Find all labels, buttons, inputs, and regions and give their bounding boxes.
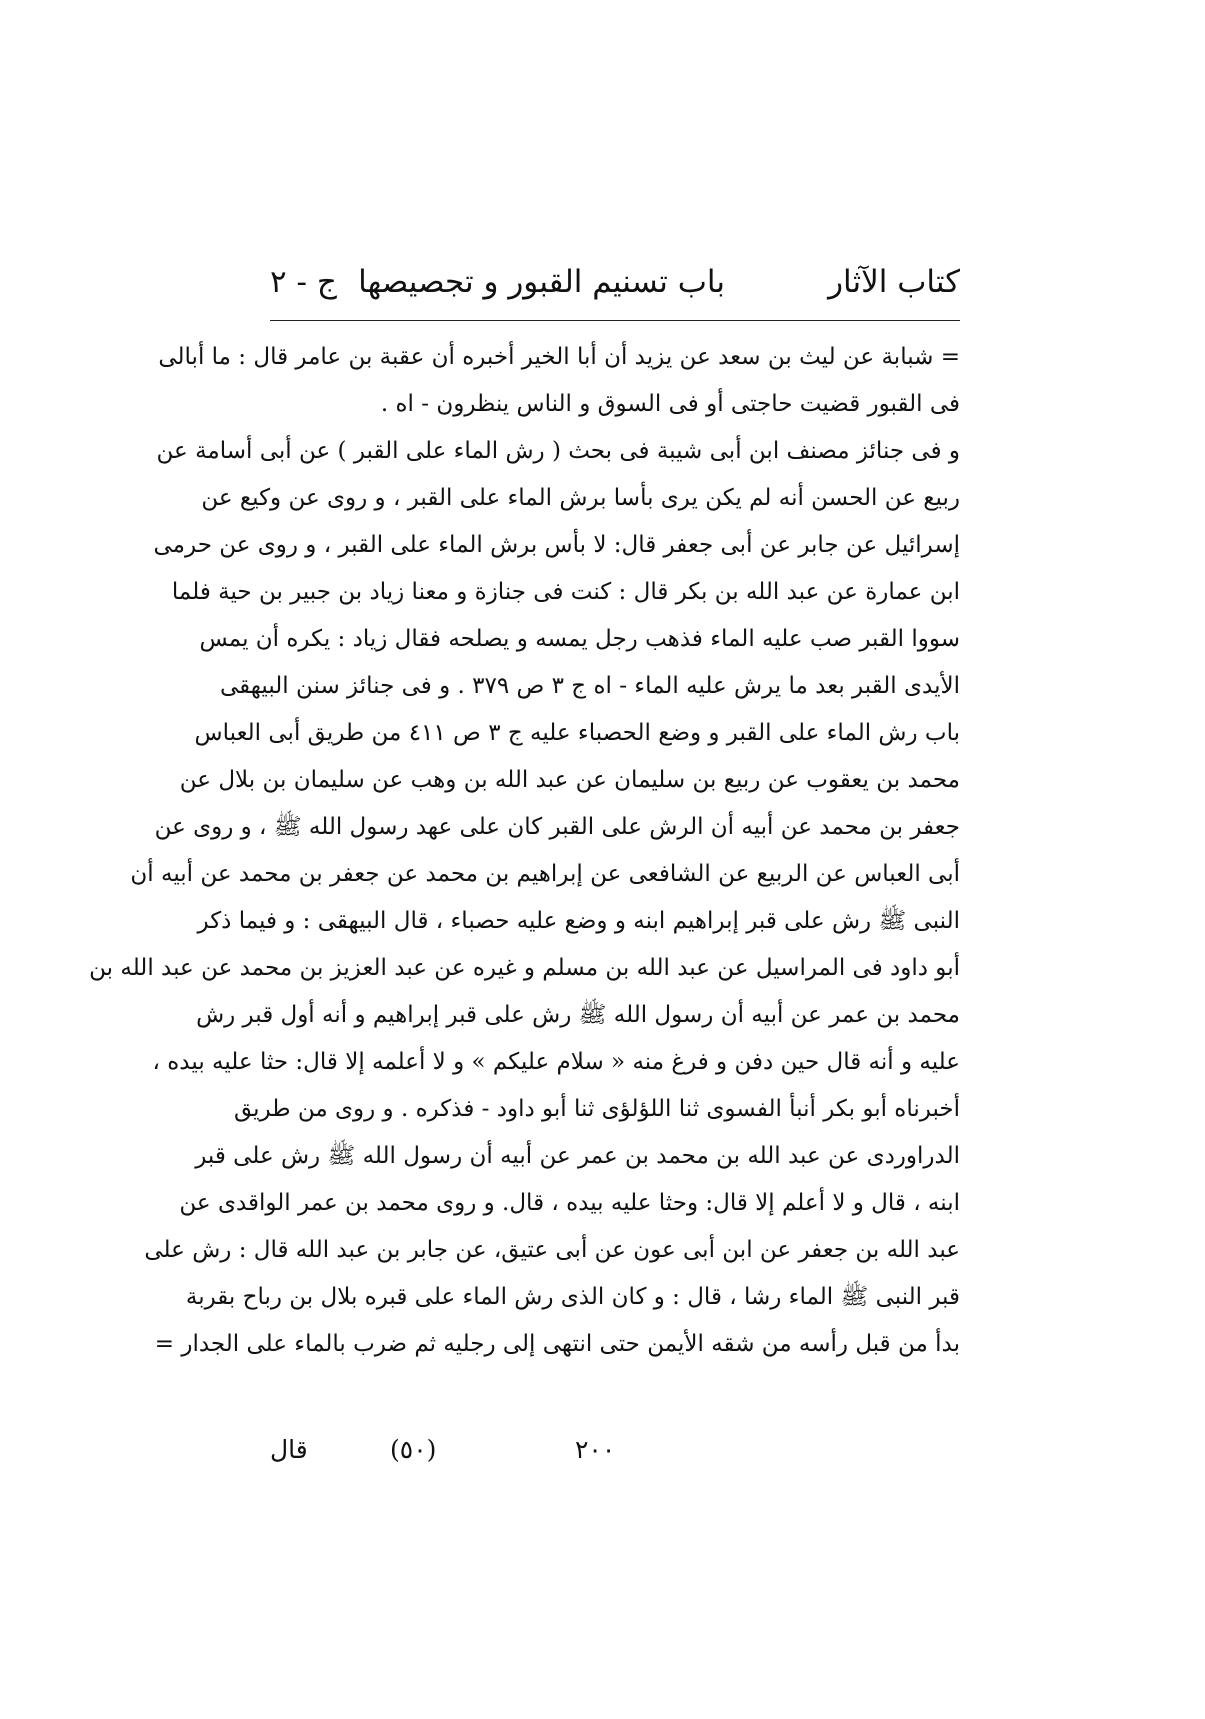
page-header	[270, 262, 960, 310]
text-line: أبى العباس عن الربيع عن الشافعى عن إبراهيم بن محمد عن جعفر بن محمد عن أبيه أن	[130, 861, 960, 887]
text-line: = شبابة عن ليث بن سعد عن يزيد أن أبا الخير أخبره أن عقبة بن عامر قال : ما أبالى	[158, 344, 960, 370]
text-line: النبى ﷺ رش على قبر إبراهيم ابنه و وضع عليه حصباء ، قال البيهقى : و فيما ذكر	[197, 908, 960, 934]
text-line: أبو داود فى المراسيل عن عبد الله بن مسلم و غيره عن عبد العزيز بن محمد عن عبد الله بن	[89, 955, 960, 981]
text-line: باب رش الماء على القبر و وضع الحصباء عليه ج ٣ ص ٤١١ من طريق أبى العباس	[194, 720, 960, 746]
text-line: ابنه ، قال و لا أعلم إلا قال: وحثا عليه بيده ، قال. و روى محمد بن عمر الواقدى عن	[179, 1190, 960, 1216]
volume-number: ج - ٢	[270, 264, 337, 300]
text-line: أخبرناه أبو بكر أنبأ الفسوى ثنا اللؤلؤى ثنا أبو داود - فذكره . و روى من طريق	[233, 1096, 960, 1122]
chapter-title: باب تسنيم القبور و تجصيصها	[358, 264, 725, 300]
page-number: ٢٠٠	[575, 1435, 616, 1464]
text-line: الدراوردى عن عبد الله بن محمد بن عمر عن أبيه أن رسول الله ﷺ رش على قبر	[195, 1143, 960, 1169]
text-line: فى القبور قضيت حاجتى أو فى السوق و الناس ينظرون - اه .	[380, 391, 960, 417]
book-title: كتاب الآثار	[828, 264, 960, 300]
text-line: و فى جنائز مصنف ابن أبى شيبة فى بحث ( رش الماء على القبر ) عن أبى أسامة عن	[156, 438, 960, 464]
text-line: ربيع عن الحسن أنه لم يكن يرى بأسا برش الماء على القبر ، و روى عن وكيع عن	[201, 485, 960, 511]
signature-mark: (٥٠)	[390, 1435, 437, 1464]
text-line: جعفر بن محمد عن أبيه أن الرش على القبر كان على عهد رسول الله ﷺ ، و روى عن	[154, 814, 960, 840]
text-line: محمد بن عمر عن أبيه أن رسول الله ﷺ رش على قبر إبراهيم و أنه أول قبر رش	[196, 1002, 960, 1028]
header-rule	[270, 320, 960, 321]
text-line: الأيدى القبر بعد ما يرش عليه الماء - اه ج ٣ ص ٣٧٩ . و فى جنائز سنن البيهقى	[220, 673, 960, 699]
text-line: بدأ من قبل رأسه من شقه الأيمن حتى انتهى إلى رجليه ثم ضرب بالماء على الجدار =	[154, 1331, 960, 1357]
text-line: محمد بن يعقوب عن ربيع بن سليمان عن عبد الله بن وهب عن سليمان بن بلال عن	[179, 767, 960, 793]
text-line: ابن عمارة عن عبد الله بن بكر قال : كنت فى جنازة و معنا زياد بن جبير بن حية فلما	[171, 579, 960, 605]
page-footer	[270, 1432, 960, 1472]
text-line: إسرائيل عن جابر عن أبى جعفر قال: لا بأس برش الماء على القبر ، و روى عن حرمى	[153, 532, 960, 558]
catchword: قال	[270, 1435, 308, 1464]
text-line: عبد الله بن جعفر عن ابن أبى عون عن أبى عتيق، عن جابر بن عبد الله قال : رش على	[144, 1237, 960, 1263]
text-line: قبر النبى ﷺ الماء رشا ، قال : و كان الذى رش الماء على قبره بلال بن رباح بقربة	[185, 1284, 960, 1310]
main-text	[89, 334, 960, 1368]
text-line: سووا القبر صب عليه الماء فذهب رجل يمسه و يصلحه فقال زياد : يكره أن يمس	[199, 626, 960, 652]
text-line: عليه و أنه قال حين دفن و فرغ منه « سلام عليكم » و لا أعلمه إلا قال: حثا عليه بيده ،	[152, 1049, 960, 1075]
